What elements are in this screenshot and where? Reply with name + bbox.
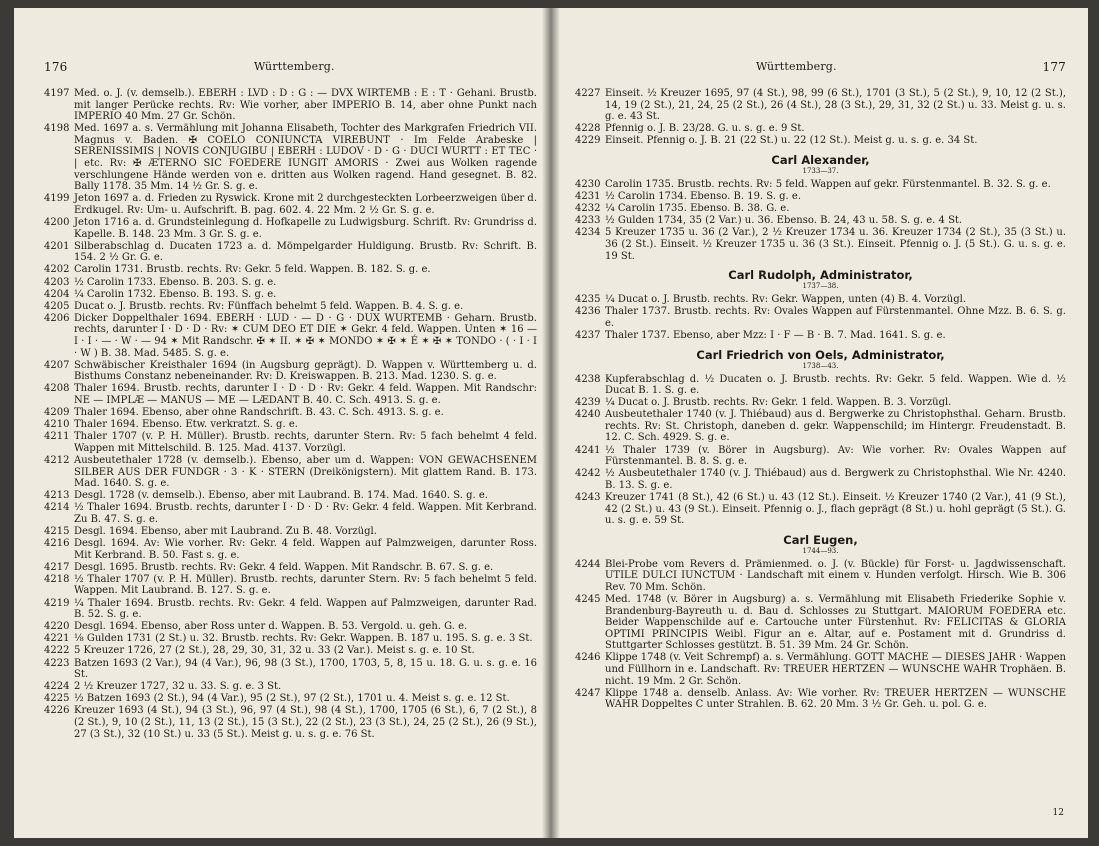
entry-number: 4234	[575, 227, 601, 239]
entry-description: Dicker Doppelthaler 1694. EBERH · LUD · — D · G · DUX WURTEMB · Geharn. Brustb. rechts, darunter I · D · D · Rv: ✶ CUM DEO ET DIE ✶ Gekr. 4 feld. Wappen. Unten ✶ 16 — I · I · — · W · — 94 ✶ Mit Randschr. ✠ ✶ II. ✶ ✠ ✶ MONDO ✶ ✠ ✶ É ✶ ✠ ✶ TONDO · ( · I · I · W ) B. 38. Mad. 5485. S. g. e.	[74, 312, 537, 359]
entry-number: 4247	[575, 687, 601, 699]
entry-number: 4220	[44, 621, 70, 633]
entry-number: 4216	[44, 538, 70, 550]
entry-number: 4218	[44, 573, 70, 585]
catalog-entry	[44, 289, 537, 301]
entry-description: Schwäbischer Kreisthaler 1694 (in Augsburg geprägt). D. Wappen v. Württemberg u. d. Bisthums Constanz nebeneinander. Rv: D. Kreiswappen. B. 213. Mad. 1230. S. g. e.	[74, 359, 537, 383]
entry-number: 4201	[44, 240, 70, 252]
entry-number: 4225	[44, 693, 70, 705]
catalog-entry	[44, 526, 537, 538]
entry-description: Desgl. 1728 (v. demselb.). Ebenso, aber mit Laubrand. B. 174. Mad. 1640. S. g. e.	[74, 490, 488, 502]
page-number: 176	[44, 60, 68, 74]
entry-number: 4208	[44, 383, 70, 395]
entry-number: 4219	[44, 597, 70, 609]
catalog-entry	[575, 203, 1066, 215]
catalog-entry	[44, 633, 537, 645]
entry-number: 4226	[44, 705, 70, 717]
catalog-entry	[575, 135, 1066, 147]
entry-number: 4212	[44, 454, 70, 466]
catalog-entry	[575, 294, 1066, 306]
entry-number: 4210	[44, 419, 70, 431]
entry-description: ¼ Ducat o. J. Brustb. rechts. Rv: Gekr. 1 feld. Wappen. B. 3. Vorzügl.	[605, 397, 952, 409]
entry-number: 4204	[44, 288, 70, 300]
catalog-entry	[44, 681, 537, 693]
catalog-entry	[575, 652, 1066, 687]
entry-description: Med. 1748 (v. Börer in Augsburg) a. s. Vermählung mit Elisabeth Friederike Sophie v. Brandenburg-Bayreuth u. d. Bau d. Schlosses zu Stuttgart. MAIORUM FOEDERA etc. Beider Wappenschilde auf e. Cartouche unter Fürstenhut. Rv: FELICITAS & GLORIA OPTIMI PRINCIPIS Weibl. Figur an e. Altar, auf e. Postament mit d. Grundriss d. Stuttgarter Schlosses gestützt. B. 51. 39 Mm. 24 Gr. Schön.	[605, 594, 1066, 652]
catalog-entry	[44, 360, 537, 383]
entry-number: 4227	[575, 88, 601, 99]
entry-number: 4230	[575, 178, 601, 190]
entry-description: Thaler 1737. Ebenso, aber Mzz: I · F — B · B. 7. Mad. 1641. S. g. e.	[605, 329, 946, 341]
catalog-entry	[44, 313, 537, 359]
entry-description: Blei-Probe vom Revers d. Prämienmed. o. J. (v. Bückle) für Forst- u. Jagdwissenschaft. UTILE DULCI IUNCTUM · Landschaft mit einem v. Hunden verfolgt. Hirsch. Wie B. 306 Rev. 70 Mm. Schön.	[605, 558, 1066, 593]
entry-number: 4214	[44, 502, 70, 514]
catalog-entry	[575, 374, 1066, 397]
catalog-entry	[44, 123, 537, 193]
entry-number: 4206	[44, 312, 70, 324]
entry-number: 4202	[44, 264, 70, 276]
catalog-entry	[44, 705, 537, 740]
running-title: Württemberg.	[756, 60, 837, 73]
entry-number: 4213	[44, 490, 70, 502]
catalog-entry	[44, 621, 537, 633]
catalog-entry	[575, 330, 1066, 342]
entry-description: Ausbeutethaler 1728 (v. demselb.). Ebenso, aber um d. Wappen: VON GEWACHSENEM SILBER AUS DER FUNDGR · 3 · K · STERN (Dreikönigstern). Mit glattem Rand. B. 173. Mad. 1640. S. g. e.	[74, 454, 537, 490]
entry-number: 4223	[44, 657, 70, 669]
entry-number: 4197	[44, 88, 70, 99]
entry-description: Desgl. 1694. Ebenso, aber mit Laubrand. Zu B. 48. Vorzügl.	[74, 525, 377, 537]
entry-description: Carolin 1731. Brustb. rechts. Rv: Gekr. 5 feld. Wappen. B. 182. S. g. e.	[74, 264, 431, 276]
entry-number: 4245	[575, 594, 601, 605]
entry-description: Pfennig o. J. B. 23/28. G. u. s. g. e. 9 St.	[605, 123, 805, 135]
section-heading: Carl Eugen,	[783, 532, 858, 547]
entry-number: 4237	[575, 329, 601, 341]
entry-description: Batzen 1693 (2 Var.), 94 (4 Var.), 96, 98 (3 St.), 1700, 1703, 5, 8, 15 u. 18. G. u. s. g. e. 16 St.	[74, 657, 537, 681]
catalog-entry	[575, 227, 1066, 262]
catalog-entry	[575, 559, 1066, 594]
entry-number: 4235	[575, 294, 601, 306]
entry-description: ¼ Ducat o. J. Brustb. rechts. Rv: Gekr. Wappen, unten (4) B. 4. Vorzügl.	[605, 294, 967, 306]
catalog-entry	[44, 502, 537, 525]
entry-number: 4222	[44, 645, 70, 657]
entry-description: Silberabschlag d. Ducaten 1723 a. d. Mömpelgarder Huldigung. Brustb. Rv: Schrift. B. 154. 2 ½ Gr. G. e.	[74, 240, 537, 264]
entry-description: ¼ Thaler 1694. Brustb. rechts. Rv: Gekr. 4 feld. Wappen auf Palmzweigen, darunter Rad. B. 52. S. g. e.	[74, 597, 537, 621]
catalog-entry	[44, 562, 537, 574]
catalog-entry	[575, 445, 1066, 468]
catalog-entry	[44, 241, 537, 264]
catalog-entry	[44, 645, 537, 657]
catalog-entry	[44, 658, 537, 681]
catalog-entry	[575, 468, 1066, 491]
section-years: 1737—38.	[802, 282, 839, 291]
catalog-entry	[575, 594, 1066, 652]
entry-description: Thaler 1707 (v. P. H. Müller). Brustb. rechts, darunter Stern. Rv: 5 fach behelmt 4 feld. Wappen mit Mittelschild. B. 125. Mad. 4137. Vorzügl.	[74, 431, 537, 454]
entry-number: 4211	[44, 431, 70, 443]
entry-number: 4233	[575, 215, 601, 227]
entry-description: Carolin 1735. Brustb. rechts. Rv: 5 feld. Wappen auf gekr. Fürstenmantel. B. 32. S. g. e.	[605, 178, 1051, 190]
section-years: 1733—37.	[802, 166, 839, 175]
catalog-entry	[575, 88, 1066, 123]
entry-description: Jeton 1716 a. d. Grundsteinlegung d. Hofkapelle zu Ludwigsburg. Schrift. Rv: Grundriss d. Kapelle. B. 148. 23 Mm. 3 Gr. S. g. e.	[74, 217, 537, 240]
entry-description: Klippe 1748 a. denselb. Anlass. Av: Wie vorher. Rv: TREUER HERTZEN — WUNSCHE WAHR Doppeltes C unter Strahlen. B. 62. 20 Mm. 3 ½ Gr. Geh. u. pol. G. e.	[605, 687, 1066, 711]
entry-number: 4199	[44, 193, 70, 205]
section-heading: Carl Alexander,	[771, 152, 870, 167]
section-years: 1744—93.	[802, 546, 839, 555]
section-heading: Carl Rudolph, Administrator,	[728, 268, 913, 283]
entry-description: Desgl. 1694. Av: Wie vorher. Rv: Gekr. 4 feld. Wappen auf Palmzweigen, darunter Ross. Mit Kerbrand. B. 50. Fast s. g. e.	[74, 538, 537, 561]
entry-description: ½ Ausbeutethaler 1740 (v. J. Thiébaud) aus d. Bergwerk zu Christophsthal. Wie Nr. 4240. B. 13. S. g. e.	[605, 468, 1066, 491]
catalog-entry	[575, 179, 1066, 191]
entry-number: 4243	[575, 491, 601, 503]
catalog-entry	[575, 215, 1066, 227]
entry-description: Ausbeutethaler 1740 (v. J. Thiébaud) aus d. Bergwerke zu Christophsthal. Geharn. Brustb. rechts. Rv: St. Christoph, daneben d. gekr. Wappenschild; im Hintergr. Freudenstadt. B. 12. C. Sch. 4929. S. g. e.	[605, 409, 1066, 444]
entry-description: ½ Carolin 1733. Ebenso. B. 203. S. g. e.	[74, 276, 277, 288]
entry-description: Klippe 1748 (v. Veit Schrempf) a. s. Vermählung. GOTT MACHE — DIESES JAHR · Wappen und Füllhorn in e. Landschaft. Rv: TREUER HERTZEN — WUNSCHE WAHR Trophäen. B. nicht. 19 Mm. 2 Gr. Schön.	[605, 652, 1066, 687]
entry-description: Kupferabschlag d. ½ Ducaten o. J. Brustb. rechts. Rv: Gekr. 5 feld. Wappen. Wie d. ½ Ducat B. 1. S. g. e.	[605, 373, 1066, 397]
entry-number: 4231	[575, 191, 601, 203]
entry-description: Kreuzer 1693 (4 St.), 94 (3 St.), 96, 97 (4 St.), 98 (4 St.), 1700, 1705 (6 St.), 6, 7 (2 St.), 8 (2 St.), 9, 10 (2 St.), 11, 13 (2 St.), 15 (3 St.), 22 (2 St.), 23 (3 St.), 24, 25 (2 St.), 26 (9 St.), 27 (3 St.), 32 (10 St.) u. 33 (5 St.). Meist g. u. s. g. e. 76 St.	[74, 705, 537, 740]
entry-description: 2 ½ Kreuzer 1727, 32 u. 33. S. g. e. 3 St.	[74, 681, 282, 693]
entry-number: 4242	[575, 468, 601, 480]
entry-description: ½ Gulden 1734, 35 (2 Var.) u. 36. Ebenso. B. 24, 43 u. 58. S. g. e. 4 St.	[605, 215, 963, 227]
entry-description: Med. 1697 a. s. Vermählung mit Johanna Elisabeth, Tochter des Markgrafen Friedrich VII. Magnus v. Baden. ✠ COELO CONIUNCTA VIREBUNT · Im Felde Arabeske | SERENISSIMIS | NOVIS CONJUGIBU | EBERH : LUDOV · D · G · DUCI WURTT : ET TEC · | etc. Rv: ✠ ÆTERNO SIC FOEDERE IUNGIT AMORIS · Zwei aus Wolken ragende verschlungene Hände werden von e. dritten aus Wolken ragend. Hand gesegnet. B. 82. Bally 1178. 35 Mm. 14 ½ Gr. S. g. e.	[74, 123, 537, 193]
section-heading: Carl Friedrich von Oels, Administrator,	[696, 347, 945, 362]
entry-number: 4228	[575, 123, 601, 135]
catalog-entry	[575, 409, 1066, 444]
entry-number: 4229	[575, 135, 601, 147]
running-title: Württemberg.	[254, 60, 335, 73]
entry-description: Desgl. 1695. Brustb. rechts. Rv: Gekr. 4 feld. Wappen. Mit Randschr. B. 67. S. g. e.	[74, 561, 494, 573]
catalog-entry	[575, 688, 1066, 711]
entry-number: 4239	[575, 397, 601, 409]
entry-number: 4241	[575, 444, 601, 456]
entry-description: Jeton 1697 a. d. Frieden zu Ryswick. Krone mit 2 durchgesteckten Lorbeerzweigen über d. Erdkugel. Rv: Um- u. Aufschrift. B. pag. 602. 4. 22 Mm. 2 ½ Gr. S. g. e.	[74, 193, 537, 216]
entry-number: 4244	[575, 558, 601, 570]
catalog-entry	[44, 217, 537, 240]
catalog-entry	[44, 431, 537, 454]
entry-description: ¼ Carolin 1732. Ebenso. B. 193. S. g. e.	[74, 288, 277, 300]
left-page	[14, 8, 551, 838]
catalog-entry	[575, 306, 1066, 329]
entry-description: Desgl. 1694. Ebenso, aber Ross unter d. Wappen. B. 53. Vergold. u. geh. G. e.	[74, 621, 468, 633]
catalog-entry	[575, 492, 1066, 527]
entry-description: ½ Batzen 1693 (2 St.), 94 (4 Var.), 95 (2 St.), 97 (2 St.), 1701 u. 4. Meist s. g. e. 12 St.	[74, 693, 510, 705]
catalog-entry	[44, 193, 537, 216]
entry-number: 4240	[575, 409, 601, 421]
catalog-entry	[575, 397, 1066, 409]
section-years: 1738—43.	[802, 361, 839, 370]
catalog-entry	[44, 264, 537, 276]
catalog-entry	[44, 419, 537, 431]
entry-number: 4224	[44, 681, 70, 693]
left-catalog-entries	[44, 88, 537, 741]
catalog-entry	[44, 490, 537, 502]
entry-description: ½ Thaler 1707 (v. P. H. Müller). Brustb. rechts, darunter Stern. Rv: 5 fach behelmt 5 feld. Wappen. Mit Laubrand. B. 127. S. g. e.	[74, 573, 537, 597]
entry-description: Thaler 1737. Brustb. rechts. Rv: Ovales Wappen auf Fürstenmantel. Ohne Mzz. B. 6. S. g. e.	[605, 306, 1066, 329]
entry-number: 4207	[44, 359, 70, 371]
entry-description: ¼ Carolin 1735. Ebenso. B. 38. G. e.	[605, 203, 790, 215]
catalog-entry	[44, 301, 537, 313]
entry-number: 4203	[44, 276, 70, 288]
catalog-entry	[44, 574, 537, 597]
catalog-entry	[44, 407, 537, 419]
catalog-entry	[44, 538, 537, 561]
catalog-entry	[44, 383, 537, 406]
entry-description: Einseit. Pfennig o. J. B. 21 (22 St.) u. 22 (12 St.). Meist g. u. s. g. e. 34 St.	[605, 135, 978, 147]
entry-number: 4217	[44, 561, 70, 573]
entry-description: Kreuzer 1741 (8 St.), 42 (6 St.) u. 43 (12 St.). Einseit. ½ Kreuzer 1740 (2 Var.), 41 (9 St.), 42 (2 St.) u. 43 (9 St.). Einseit. Pfennig o. J., flach geprägt (8 St.) u. hohl geprägt (5 St.). G. u. s. g. e. 59 St.	[605, 491, 1066, 527]
right-catalog-entries	[575, 88, 1066, 711]
entry-number: 4209	[44, 407, 70, 419]
entry-number: 4198	[44, 123, 70, 135]
entry-number: 4221	[44, 633, 70, 645]
signature-mark: 12	[1052, 808, 1064, 818]
catalog-entry	[575, 123, 1066, 135]
catalog-entry	[44, 693, 537, 705]
catalog-entry	[44, 455, 537, 490]
entry-description: ½ Thaler 1739 (v. Börer in Augsburg). Av: Wie vorher. Rv: Ovales Wappen auf Fürstenmantel. B. 8. S. g. e.	[605, 444, 1066, 468]
entry-description: ½ Thaler 1694. Brustb. rechts, darunter I · D · D · Rv: Gekr. 4 feld. Wappen. Mit Kerbrand. Zu B. 47. S. g. e.	[74, 502, 537, 525]
entry-number: 4205	[44, 300, 70, 312]
entry-description: Einseit. ½ Kreuzer 1695, 97 (4 St.), 98, 99 (6 St.), 1701 (3 St.), 5 (2 St.), 9, 10, 12 (2 St.), 14, 19 (2 St.), 21, 24, 25 (2 St.), 26 (4 St.), 28 (3 St.), 29, 31, 32 (2 St.) u. 33. Meist g. u. s. g. e. 43 St.	[605, 88, 1066, 123]
entry-description: Thaler 1694. Brustb. rechts, darunter I · D · D · Rv: Gekr. 4 feld. Wappen. Mit Randschr: NE — IMPLÆ — MANUS — ME — LÆDANT B. 40. C. Sch. 4913. S. g. e.	[74, 383, 537, 406]
entry-description: Thaler 1694. Ebenso, aber ohne Randschrift. B. 43. C. Sch. 4913. S. g. e.	[74, 407, 444, 419]
entry-description: Thaler 1694. Ebenso. Etw. verkratzt. S. g. e.	[74, 419, 298, 431]
catalog-entry	[44, 277, 537, 289]
entry-number: 4236	[575, 306, 601, 318]
book-spread	[14, 8, 1088, 838]
entry-description: 5 Kreuzer 1735 u. 36 (2 Var.), 2 ½ Kreuzer 1734 u. 36. Kreuzer 1734 (2 St.), 35 (3 St.) u. 36 (2 St.). Einseit. ½ Kreuzer 1735 u. 36 (3 St.). Einseit. Pfennig o. J. (5 St.). G. u. s. g. e. 19 St.	[605, 227, 1066, 262]
catalog-entry	[44, 598, 537, 621]
page-number: 177	[1042, 60, 1066, 74]
entry-description: Ducat o. J. Brustb. rechts. Rv: Fünffach behelmt 5 feld. Wappen. B. 4. S. g. e.	[74, 300, 464, 312]
catalog-entry	[44, 88, 537, 123]
entry-description: 5 Kreuzer 1726, 27 (2 St.), 28, 29, 30, 31, 32 u. 33 (2 Var.). Meist s. g. e. 10 St.	[74, 645, 475, 657]
entry-number: 4232	[575, 203, 601, 215]
catalog-entry	[575, 191, 1066, 203]
entry-description: ⅛ Gulden 1731 (2 St.) u. 32. Brustb. rechts. Rv: Gekr. Wappen. B. 187 u. 195. S. g. e. 3 St.	[74, 633, 533, 645]
entry-description: ½ Carolin 1734. Ebenso. B. 19. S. g. e.	[605, 191, 801, 203]
right-page	[551, 8, 1088, 838]
entry-number: 4246	[575, 652, 601, 664]
book-gutter	[542, 8, 560, 838]
entry-number: 4200	[44, 217, 70, 229]
entry-number: 4215	[44, 525, 70, 537]
entry-number: 4238	[575, 373, 601, 385]
entry-description: Med. o. J. (v. demselb.). EBERH : LVD : D : G : — DVX WIRTEMB : E : T · Gehani. Brustb. mit langer Perücke rechts. Rv: Wie vorher, aber IMPERIO B. 14, aber ohne Punkt nach IMPERIO 40 Mm. 27 Gr. Schön.	[74, 88, 537, 123]
